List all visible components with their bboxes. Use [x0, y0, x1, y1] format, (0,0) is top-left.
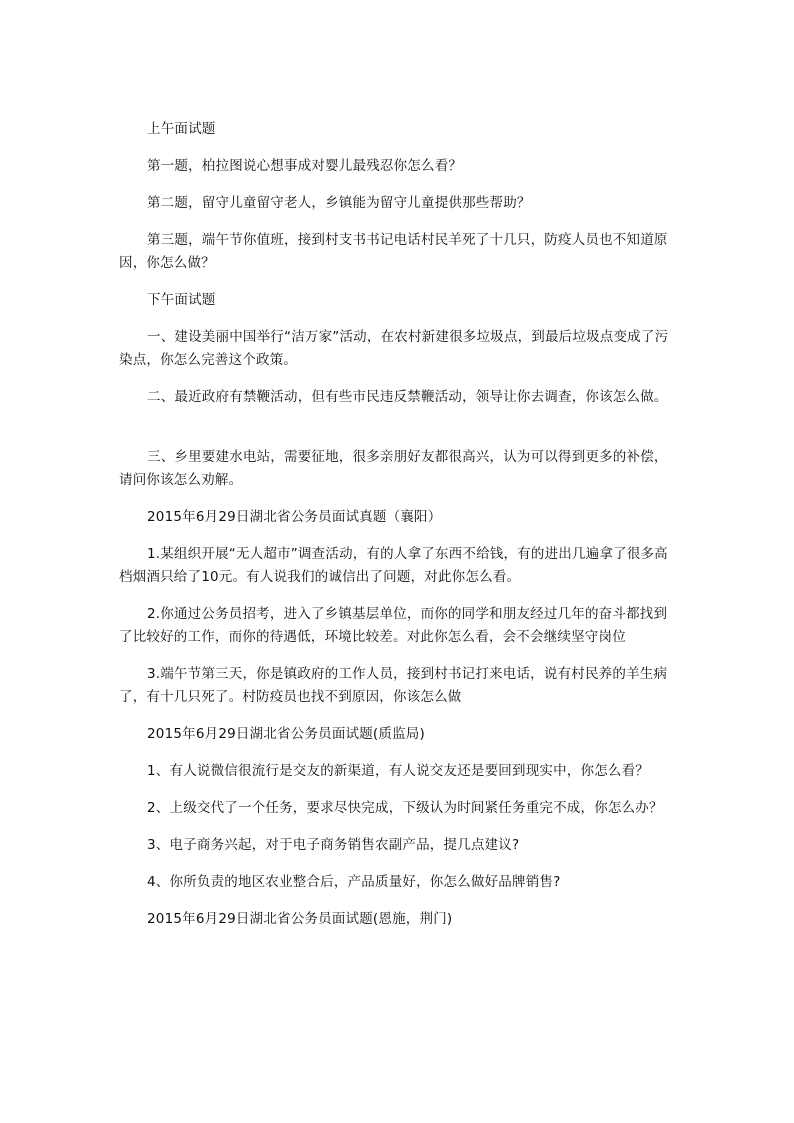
question-paragraph: 2.你通过公务员招考，进入了乡镇基层单位，而你的同学和朋友经过几年的奋斗都找到了比较好的工作，而你的待遇低，环境比较差。对此你怎么看，会不会继续坚守岗位 — [119, 606, 668, 645]
section-heading-zhijianju: 2015年6月29日湖北省公务员面试题(质监局) — [147, 726, 425, 742]
question-paragraph: 第三题，端午节你值班，接到村支书书记电话村民羊死了十几只，防疫人员也不知道原因，你怎么做？ — [119, 232, 668, 271]
document-body — [119, 118, 679, 931]
question-paragraph: 三、乡里要建水电站，需要征地，很多亲朋好友都很高兴，认为可以得到更多的补偿，请问你该怎么劝解。 — [119, 449, 668, 488]
section-heading-morning: 上午面试题 — [147, 121, 216, 137]
question-paragraph: 2、上级交代了一个任务，要求尽快完成，下级认为时间紧任务重完不成，你怎么办？ — [147, 800, 663, 816]
section-heading-xiangyang: 2015年6月29日湖北省公务员面试真题（襄阳） — [147, 509, 442, 525]
section-heading-afternoon: 下午面试题 — [147, 292, 216, 308]
question-paragraph: 1、有人说微信很流行是交友的新渠道，有人说交友还是要回到现实中，你怎么看？ — [147, 763, 649, 779]
question-paragraph: 4、你所负责的地区农业整合后，产品质量好，你怎么做好品牌销售? — [147, 874, 561, 890]
question-paragraph: 一、建设美丽中国举行“洁万家”活动，在农村新建很多垃圾点，到最后垃圾点变成了污染点，你怎么完善这个政策。 — [119, 329, 669, 368]
question-paragraph: 第二题，留守儿童留守老人，乡镇能为留守儿童提供那些帮助？ — [147, 195, 531, 211]
question-paragraph: 1.某组织开展“无人超市”调查活动，有的人拿了东西不给钱，有的进出几遍拿了很多高档烟酒只给了10元。有人说我们的诚信出了问题，对此你怎么看。 — [119, 546, 668, 585]
section-heading-enshi-jingmen: 2015年6月29日湖北省公务员面试题(恩施，荆门) — [147, 911, 453, 927]
question-paragraph: 第一题，柏拉图说心想事成对婴儿最残忍你怎么看？ — [147, 158, 463, 174]
question-paragraph: 二、最近政府有禁鞭活动，但有些市民违反禁鞭活动，领导让你去调查，你该怎么做。 — [147, 389, 668, 405]
question-paragraph: 3.端午节第三天，你是镇政府的工作人员，接到村书记打来电话，说有村民养的羊生病了，有十几只死了。村防疫员也找不到原因，你该怎么做 — [119, 666, 668, 705]
question-paragraph: 3、电子商务兴起，对于电子商务销售农副产品，提几点建议? — [147, 837, 520, 853]
